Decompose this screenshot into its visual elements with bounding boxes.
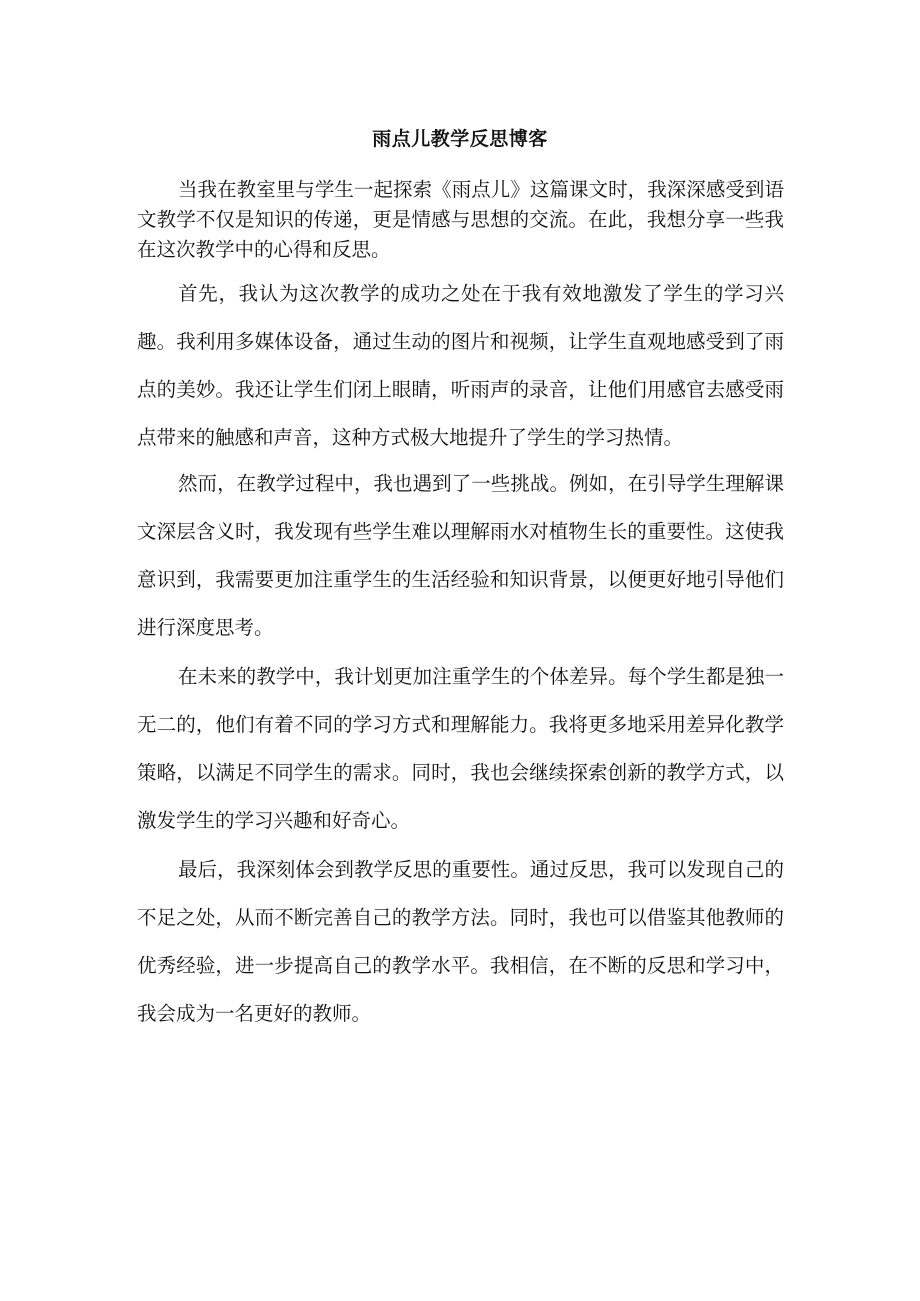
paragraph-future: 在未来的教学中，我计划更加注重学生的个体差异。每个学生都是独一无二的，他们有着不同的学习方式和理解能力。我将更多地采用差异化教学策略，以满足不同学生的需求。同时，我也会继续探索创新的教学方式，以激发学生的学习兴趣和好奇心。: [137, 665, 784, 832]
paragraph-challenges: 然而，在教学过程中，我也遇到了一些挑战。例如，在引导学生理解课文深层含义时，我发现有些学生难以理解雨水对植物生长的重要性。这使我意识到，我需要更加注重学生的生活经验和知识背景，以便更好地引导他们进行深度思考。: [137, 472, 784, 639]
paragraph-conclusion: 最后，我深刻体会到教学反思的重要性。通过反思，我可以发现自己的不足之处，从而不断完善自己的教学方法。同时，我也可以借鉴其他教师的优秀经验，进一步提高自己的教学水平。我相信，在不断的反思和学习中，我会成为一名更好的教师。: [137, 858, 784, 1025]
paragraph-success: 首先，我认为这次教学的成功之处在于我有效地激发了学生的学习兴趣。我利用多媒体设备，通过生动的图片和视频，让学生直观地感受到了雨点的美妙。我还让学生们闭上眼睛，听雨声的录音，让他们用感官去感受雨点带来的触感和声音，这种方式极大地提升了学生的学习热情。: [137, 282, 784, 449]
paragraph-intro: 当我在教室里与学生一起探索《雨点儿》这篇课文时，我深深感受到语文教学不仅是知识的传递，更是情感与思想的交流。在此，我想分享一些我在这次教学中的心得和反思。: [137, 178, 784, 261]
document-title: 雨点儿教学反思博客: [372, 128, 548, 150]
